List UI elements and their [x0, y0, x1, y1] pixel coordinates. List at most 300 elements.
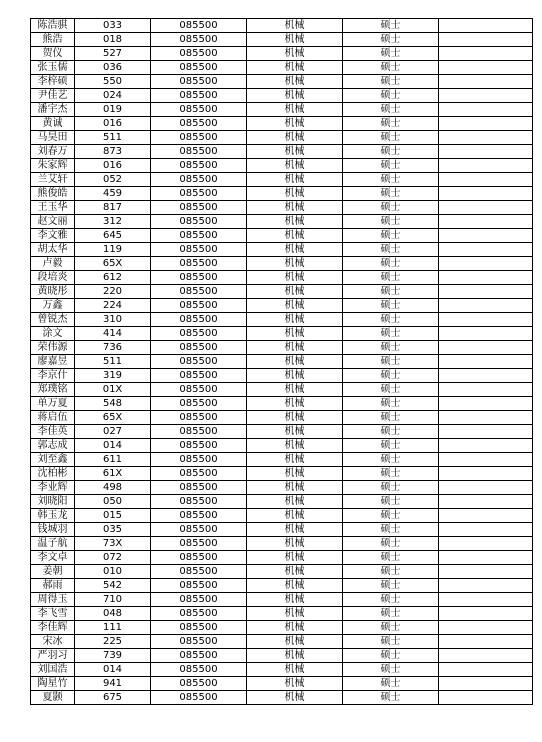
table-row — [31, 467, 533, 481]
major-type-cell: 机械 — [247, 663, 343, 677]
major-type-cell: 机械 — [247, 201, 343, 215]
code-cell: 072 — [75, 551, 151, 565]
major-type-cell: 机械 — [247, 173, 343, 187]
table-row — [31, 607, 533, 621]
degree-cell: 硕士 — [343, 215, 439, 229]
table-row — [31, 355, 533, 369]
major-code-cell: 085500 — [151, 425, 247, 439]
major-type-cell: 机械 — [247, 579, 343, 593]
major-type-cell: 机械 — [247, 383, 343, 397]
degree-cell: 硕士 — [343, 593, 439, 607]
major-code-cell: 085500 — [151, 75, 247, 89]
empty-cell — [439, 607, 533, 621]
table-row — [31, 509, 533, 523]
major-code-cell: 085500 — [151, 607, 247, 621]
major-type-cell: 机械 — [247, 229, 343, 243]
major-code-cell: 085500 — [151, 117, 247, 131]
name-cell: 刘春万 — [31, 145, 75, 159]
major-code-cell: 085500 — [151, 439, 247, 453]
table-row — [31, 411, 533, 425]
code-cell: 033 — [75, 19, 151, 33]
code-cell: 612 — [75, 271, 151, 285]
major-code-cell: 085500 — [151, 453, 247, 467]
table-row — [31, 593, 533, 607]
table-row — [31, 621, 533, 635]
code-cell: 01X — [75, 383, 151, 397]
empty-cell — [439, 103, 533, 117]
code-cell: 873 — [75, 145, 151, 159]
code-cell: 119 — [75, 243, 151, 257]
major-code-cell: 085500 — [151, 33, 247, 47]
code-cell: 817 — [75, 201, 151, 215]
table-row — [31, 369, 533, 383]
name-cell: 马昊田 — [31, 131, 75, 145]
name-cell: 尹佳艺 — [31, 89, 75, 103]
code-cell: 73X — [75, 537, 151, 551]
name-cell: 段培炎 — [31, 271, 75, 285]
code-cell: 319 — [75, 369, 151, 383]
empty-cell — [439, 425, 533, 439]
table-row — [31, 173, 533, 187]
major-code-cell: 085500 — [151, 691, 247, 705]
degree-cell: 硕士 — [343, 313, 439, 327]
table-row — [31, 425, 533, 439]
name-cell: 陶星竹 — [31, 677, 75, 691]
degree-cell: 硕士 — [343, 467, 439, 481]
name-cell: 王玉华 — [31, 201, 75, 215]
code-cell: 645 — [75, 229, 151, 243]
table-row — [31, 187, 533, 201]
empty-cell — [439, 299, 533, 313]
table-row — [31, 229, 533, 243]
major-type-cell: 机械 — [247, 481, 343, 495]
major-type-cell: 机械 — [247, 131, 343, 145]
major-code-cell: 085500 — [151, 523, 247, 537]
empty-cell — [439, 383, 533, 397]
table-row — [31, 327, 533, 341]
degree-cell: 硕士 — [343, 131, 439, 145]
name-cell: 刘晓阳 — [31, 495, 75, 509]
code-cell: 65X — [75, 411, 151, 425]
empty-cell — [439, 271, 533, 285]
major-code-cell: 085500 — [151, 495, 247, 509]
name-cell: 严羽习 — [31, 649, 75, 663]
code-cell: 941 — [75, 677, 151, 691]
table-row — [31, 383, 533, 397]
major-code-cell: 085500 — [151, 383, 247, 397]
major-code-cell: 085500 — [151, 355, 247, 369]
degree-cell: 硕士 — [343, 173, 439, 187]
major-type-cell: 机械 — [247, 523, 343, 537]
degree-cell: 硕士 — [343, 663, 439, 677]
major-code-cell: 085500 — [151, 677, 247, 691]
code-cell: 739 — [75, 649, 151, 663]
major-type-cell: 机械 — [247, 117, 343, 131]
major-code-cell: 085500 — [151, 663, 247, 677]
major-type-cell: 机械 — [247, 495, 343, 509]
degree-cell: 硕士 — [343, 635, 439, 649]
code-cell: 511 — [75, 355, 151, 369]
name-cell: 刘国浩 — [31, 663, 75, 677]
major-code-cell: 085500 — [151, 285, 247, 299]
degree-cell: 硕士 — [343, 397, 439, 411]
degree-cell: 硕士 — [343, 649, 439, 663]
major-code-cell: 085500 — [151, 89, 247, 103]
empty-cell — [439, 495, 533, 509]
code-cell: 548 — [75, 397, 151, 411]
major-type-cell: 机械 — [247, 593, 343, 607]
degree-cell: 硕士 — [343, 89, 439, 103]
degree-cell: 硕士 — [343, 579, 439, 593]
name-cell: 卢毅 — [31, 257, 75, 271]
major-type-cell: 机械 — [247, 215, 343, 229]
code-cell: 224 — [75, 299, 151, 313]
code-cell: 65X — [75, 257, 151, 271]
major-type-cell: 机械 — [247, 145, 343, 159]
empty-cell — [439, 523, 533, 537]
empty-cell — [439, 257, 533, 271]
table-row — [31, 117, 533, 131]
table-row — [31, 75, 533, 89]
table-row — [31, 663, 533, 677]
name-cell: 李文雅 — [31, 229, 75, 243]
code-cell: 015 — [75, 509, 151, 523]
degree-cell: 硕士 — [343, 691, 439, 705]
major-type-cell: 机械 — [247, 677, 343, 691]
major-code-cell: 085500 — [151, 61, 247, 75]
degree-cell: 硕士 — [343, 369, 439, 383]
name-cell: 张玉儒 — [31, 61, 75, 75]
degree-cell: 硕士 — [343, 145, 439, 159]
table-row — [31, 579, 533, 593]
code-cell: 018 — [75, 33, 151, 47]
table-row — [31, 439, 533, 453]
major-type-cell: 机械 — [247, 327, 343, 341]
name-cell: 李京什 — [31, 369, 75, 383]
table-row — [31, 159, 533, 173]
table-body — [31, 19, 533, 705]
major-code-cell: 085500 — [151, 271, 247, 285]
code-cell: 014 — [75, 439, 151, 453]
table-row — [31, 257, 533, 271]
empty-cell — [439, 369, 533, 383]
degree-cell: 硕士 — [343, 201, 439, 215]
degree-cell: 硕士 — [343, 33, 439, 47]
major-code-cell: 085500 — [151, 635, 247, 649]
major-type-cell: 机械 — [247, 691, 343, 705]
major-type-cell: 机械 — [247, 439, 343, 453]
name-cell: 蒋启伍 — [31, 411, 75, 425]
code-cell: 736 — [75, 341, 151, 355]
table-row — [31, 677, 533, 691]
name-cell: 郭志成 — [31, 439, 75, 453]
code-cell: 710 — [75, 593, 151, 607]
name-cell: 黄晓彤 — [31, 285, 75, 299]
empty-cell — [439, 355, 533, 369]
empty-cell — [439, 19, 533, 33]
degree-cell: 硕士 — [343, 621, 439, 635]
degree-cell: 硕士 — [343, 285, 439, 299]
code-cell: 61X — [75, 467, 151, 481]
table-row — [31, 243, 533, 257]
name-cell: 曾锐杰 — [31, 313, 75, 327]
major-code-cell: 085500 — [151, 551, 247, 565]
major-type-cell: 机械 — [247, 271, 343, 285]
code-cell: 052 — [75, 173, 151, 187]
name-cell: 胡太华 — [31, 243, 75, 257]
degree-cell: 硕士 — [343, 47, 439, 61]
table-row — [31, 691, 533, 705]
empty-cell — [439, 61, 533, 75]
empty-cell — [439, 33, 533, 47]
major-code-cell: 085500 — [151, 369, 247, 383]
major-code-cell: 085500 — [151, 341, 247, 355]
code-cell: 048 — [75, 607, 151, 621]
name-cell: 涂文 — [31, 327, 75, 341]
degree-cell: 硕士 — [343, 19, 439, 33]
degree-cell: 硕士 — [343, 299, 439, 313]
table-row — [31, 89, 533, 103]
degree-cell: 硕士 — [343, 425, 439, 439]
major-type-cell: 机械 — [247, 313, 343, 327]
major-type-cell: 机械 — [247, 369, 343, 383]
major-type-cell: 机械 — [247, 411, 343, 425]
major-code-cell: 085500 — [151, 621, 247, 635]
code-cell: 310 — [75, 313, 151, 327]
name-cell: 黄诚 — [31, 117, 75, 131]
code-cell: 111 — [75, 621, 151, 635]
degree-cell: 硕士 — [343, 523, 439, 537]
degree-cell: 硕士 — [343, 607, 439, 621]
major-type-cell: 机械 — [247, 75, 343, 89]
name-cell: 周得玉 — [31, 593, 75, 607]
code-cell: 498 — [75, 481, 151, 495]
major-code-cell: 085500 — [151, 229, 247, 243]
empty-cell — [439, 649, 533, 663]
name-cell: 单万夏 — [31, 397, 75, 411]
name-cell: 宋冰 — [31, 635, 75, 649]
empty-cell — [439, 187, 533, 201]
table-row — [31, 495, 533, 509]
major-code-cell: 085500 — [151, 201, 247, 215]
name-cell: 李佳辉 — [31, 621, 75, 635]
name-cell: 兰艾轩 — [31, 173, 75, 187]
degree-cell: 硕士 — [343, 187, 439, 201]
major-code-cell: 085500 — [151, 481, 247, 495]
empty-cell — [439, 173, 533, 187]
name-cell: 贺仪 — [31, 47, 75, 61]
degree-cell: 硕士 — [343, 257, 439, 271]
major-code-cell: 085500 — [151, 467, 247, 481]
table-row — [31, 341, 533, 355]
major-type-cell: 机械 — [247, 355, 343, 369]
code-cell: 019 — [75, 103, 151, 117]
code-cell: 459 — [75, 187, 151, 201]
name-cell: 万鑫 — [31, 299, 75, 313]
empty-cell — [439, 551, 533, 565]
major-code-cell: 085500 — [151, 47, 247, 61]
degree-cell: 硕士 — [343, 551, 439, 565]
table-row — [31, 215, 533, 229]
degree-cell: 硕士 — [343, 159, 439, 173]
major-type-cell: 机械 — [247, 467, 343, 481]
major-type-cell: 机械 — [247, 159, 343, 173]
code-cell: 511 — [75, 131, 151, 145]
major-type-cell: 机械 — [247, 537, 343, 551]
name-cell: 李文卓 — [31, 551, 75, 565]
name-cell: 韩玉龙 — [31, 509, 75, 523]
degree-cell: 硕士 — [343, 509, 439, 523]
major-type-cell: 机械 — [247, 33, 343, 47]
code-cell: 014 — [75, 663, 151, 677]
degree-cell: 硕士 — [343, 341, 439, 355]
major-code-cell: 085500 — [151, 103, 247, 117]
name-cell: 陈浩骐 — [31, 19, 75, 33]
major-code-cell: 085500 — [151, 187, 247, 201]
empty-cell — [439, 327, 533, 341]
table-row — [31, 453, 533, 467]
code-cell: 016 — [75, 159, 151, 173]
name-cell: 熊浩 — [31, 33, 75, 47]
name-cell: 廖嘉昱 — [31, 355, 75, 369]
name-cell: 荣伟源 — [31, 341, 75, 355]
empty-cell — [439, 621, 533, 635]
code-cell: 027 — [75, 425, 151, 439]
name-cell: 潘宇杰 — [31, 103, 75, 117]
degree-cell: 硕士 — [343, 229, 439, 243]
empty-cell — [439, 159, 533, 173]
major-type-cell: 机械 — [247, 635, 343, 649]
major-code-cell: 085500 — [151, 537, 247, 551]
name-cell: 姜朝 — [31, 565, 75, 579]
name-cell: 李业辉 — [31, 481, 75, 495]
code-cell: 036 — [75, 61, 151, 75]
major-type-cell: 机械 — [247, 551, 343, 565]
major-code-cell: 085500 — [151, 19, 247, 33]
table-row — [31, 201, 533, 215]
name-cell: 熊俊皓 — [31, 187, 75, 201]
empty-cell — [439, 593, 533, 607]
empty-cell — [439, 215, 533, 229]
name-cell: 李佳英 — [31, 425, 75, 439]
table-row — [31, 131, 533, 145]
empty-cell — [439, 411, 533, 425]
name-cell: 郝雨 — [31, 579, 75, 593]
table-row — [31, 313, 533, 327]
degree-cell: 硕士 — [343, 327, 439, 341]
major-code-cell: 085500 — [151, 649, 247, 663]
table-row — [31, 61, 533, 75]
table-row — [31, 523, 533, 537]
table-row — [31, 551, 533, 565]
major-type-cell: 机械 — [247, 285, 343, 299]
name-cell: 刘至鑫 — [31, 453, 75, 467]
empty-cell — [439, 677, 533, 691]
empty-cell — [439, 467, 533, 481]
empty-cell — [439, 201, 533, 215]
empty-cell — [439, 635, 533, 649]
code-cell: 414 — [75, 327, 151, 341]
table-row — [31, 103, 533, 117]
name-cell: 李梓硕 — [31, 75, 75, 89]
empty-cell — [439, 537, 533, 551]
major-type-cell: 机械 — [247, 341, 343, 355]
table-row — [31, 47, 533, 61]
major-type-cell: 机械 — [247, 425, 343, 439]
name-cell: 郑璞铭 — [31, 383, 75, 397]
degree-cell: 硕士 — [343, 271, 439, 285]
major-code-cell: 085500 — [151, 145, 247, 159]
degree-cell: 硕士 — [343, 355, 439, 369]
table-row — [31, 649, 533, 663]
major-type-cell: 机械 — [247, 453, 343, 467]
empty-cell — [439, 47, 533, 61]
empty-cell — [439, 481, 533, 495]
name-cell: 赵文丽 — [31, 215, 75, 229]
empty-cell — [439, 145, 533, 159]
degree-cell: 硕士 — [343, 103, 439, 117]
major-type-cell: 机械 — [247, 61, 343, 75]
major-code-cell: 085500 — [151, 509, 247, 523]
empty-cell — [439, 439, 533, 453]
degree-cell: 硕士 — [343, 61, 439, 75]
empty-cell — [439, 243, 533, 257]
code-cell: 050 — [75, 495, 151, 509]
major-type-cell: 机械 — [247, 509, 343, 523]
empty-cell — [439, 341, 533, 355]
empty-cell — [439, 397, 533, 411]
empty-cell — [439, 509, 533, 523]
table-row — [31, 285, 533, 299]
empty-cell — [439, 313, 533, 327]
code-cell: 225 — [75, 635, 151, 649]
name-cell: 朱家辉 — [31, 159, 75, 173]
major-code-cell: 085500 — [151, 131, 247, 145]
degree-cell: 硕士 — [343, 537, 439, 551]
empty-cell — [439, 131, 533, 145]
empty-cell — [439, 117, 533, 131]
major-type-cell: 机械 — [247, 397, 343, 411]
table-row — [31, 33, 533, 47]
major-code-cell: 085500 — [151, 257, 247, 271]
degree-cell: 硕士 — [343, 565, 439, 579]
code-cell: 550 — [75, 75, 151, 89]
major-code-cell: 085500 — [151, 565, 247, 579]
major-type-cell: 机械 — [247, 621, 343, 635]
admission-list-table — [30, 18, 533, 705]
empty-cell — [439, 579, 533, 593]
major-code-cell: 085500 — [151, 215, 247, 229]
degree-cell: 硕士 — [343, 495, 439, 509]
name-cell: 李飞雪 — [31, 607, 75, 621]
code-cell: 035 — [75, 523, 151, 537]
degree-cell: 硕士 — [343, 481, 439, 495]
major-type-cell: 机械 — [247, 607, 343, 621]
degree-cell: 硕士 — [343, 439, 439, 453]
degree-cell: 硕士 — [343, 117, 439, 131]
table-row — [31, 299, 533, 313]
major-type-cell: 机械 — [247, 47, 343, 61]
code-cell: 527 — [75, 47, 151, 61]
major-code-cell: 085500 — [151, 397, 247, 411]
major-type-cell: 机械 — [247, 299, 343, 313]
table-row — [31, 271, 533, 285]
table-row — [31, 19, 533, 33]
major-code-cell: 085500 — [151, 299, 247, 313]
major-code-cell: 085500 — [151, 159, 247, 173]
major-code-cell: 085500 — [151, 579, 247, 593]
table-row — [31, 635, 533, 649]
